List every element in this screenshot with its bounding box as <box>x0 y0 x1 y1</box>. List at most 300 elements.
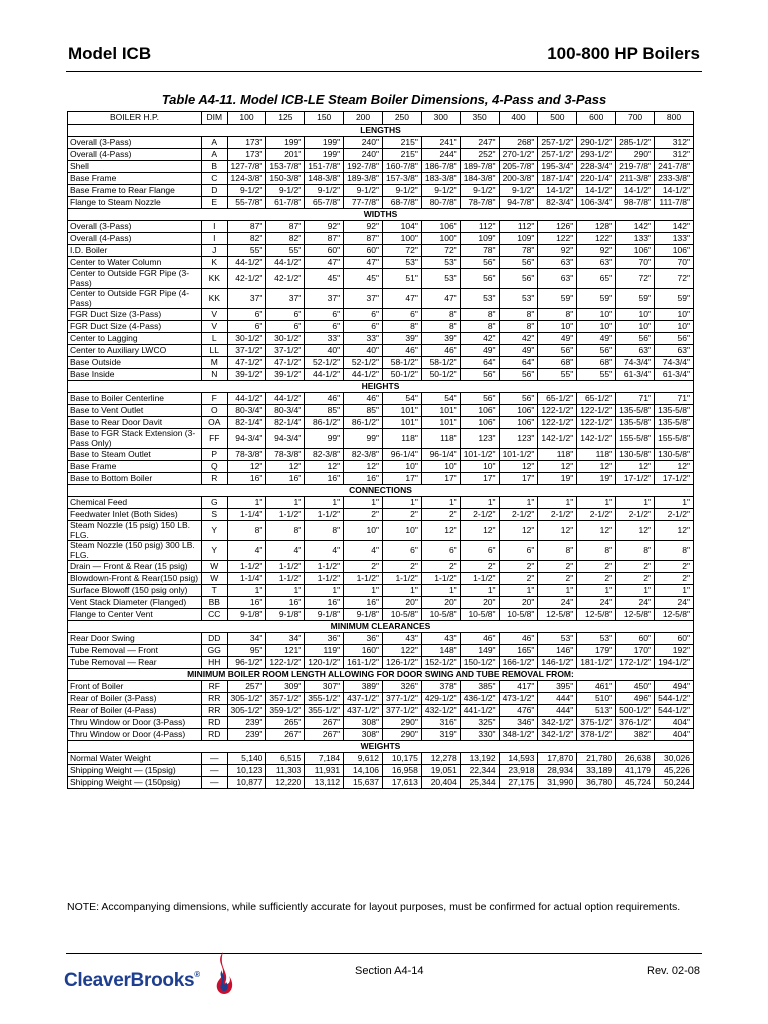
table-cell: 187-1/4" <box>538 173 577 185</box>
table-cell: 316" <box>421 717 460 729</box>
column-header: 150 <box>305 112 344 125</box>
section-header-row <box>68 209 694 221</box>
dim-code: I <box>201 221 227 233</box>
cleaver-brooks-logo: CleaverBrooks® <box>64 970 200 991</box>
table-row <box>68 393 694 405</box>
table-cell: 82-1/4" <box>227 417 266 429</box>
table-row <box>68 185 694 197</box>
row-label: Rear Door Swing <box>68 633 202 645</box>
table-cell: 47" <box>344 257 383 269</box>
revision-label: Rev. 02-08 <box>647 965 700 977</box>
table-cell: 6" <box>305 321 344 333</box>
section-header-row <box>68 125 694 137</box>
table-cell: 173" <box>227 149 266 161</box>
table-cell: 42-1/2" <box>266 269 305 289</box>
row-label: Center to Outside FGR Pipe (3-Pass) <box>68 269 202 289</box>
table-cell: 16" <box>227 473 266 485</box>
table-cell: 34" <box>227 633 266 645</box>
table-cell: 119" <box>305 645 344 657</box>
table-cell: 473-1/2" <box>499 693 538 705</box>
table-cell: 65-1/2" <box>577 393 616 405</box>
table-cell: 12" <box>460 521 499 541</box>
table-cell: 19" <box>577 473 616 485</box>
dim-code: LL <box>201 345 227 357</box>
table-cell: 510" <box>577 693 616 705</box>
row-label: Shipping Weight — (15psig) <box>68 765 202 777</box>
table-cell: 307" <box>305 681 344 693</box>
table-row <box>68 345 694 357</box>
table-cell: 2" <box>616 561 655 573</box>
table-cell: 80-3/4" <box>266 405 305 417</box>
table-cell: 44-1/2" <box>227 257 266 269</box>
dim-code: B <box>201 161 227 173</box>
section-header-row <box>68 621 694 633</box>
table-cell: 78" <box>499 245 538 257</box>
table-cell: 267" <box>305 729 344 741</box>
table-cell: 6" <box>499 541 538 561</box>
table-cell: 8" <box>616 541 655 561</box>
table-cell: 377-1/2" <box>382 693 421 705</box>
dim-code: M <box>201 357 227 369</box>
table-cell: 106" <box>616 245 655 257</box>
table-cell: 122-1/2" <box>577 405 616 417</box>
table-cell: 1" <box>227 497 266 509</box>
table-cell: 12" <box>655 461 694 473</box>
table-cell: 233-3/8" <box>655 173 694 185</box>
table-cell: 12" <box>655 521 694 541</box>
table-cell: 6" <box>266 321 305 333</box>
table-cell: 16" <box>266 597 305 609</box>
table-cell: 265" <box>266 717 305 729</box>
row-label: Normal Water Weight <box>68 753 202 765</box>
table-cell: 20" <box>421 597 460 609</box>
column-header: DIM <box>201 112 227 125</box>
table-cell: 12" <box>616 521 655 541</box>
column-header: 125 <box>266 112 305 125</box>
table-cell: 59" <box>577 289 616 309</box>
table-cell: 12" <box>499 461 538 473</box>
table-cell: 342-1/2" <box>538 717 577 729</box>
row-label: Base to Rear Door Davit <box>68 417 202 429</box>
table-cell: 376-1/2" <box>616 717 655 729</box>
table-cell: 56" <box>460 369 499 381</box>
table-cell: 1" <box>655 585 694 597</box>
table-cell: 106" <box>460 405 499 417</box>
table-cell: 127-7/8" <box>227 161 266 173</box>
section-title: HEIGHTS <box>68 381 694 393</box>
dimensions-table <box>67 111 694 789</box>
table-cell: 325" <box>460 717 499 729</box>
table-row <box>68 161 694 173</box>
table-cell: 239" <box>227 717 266 729</box>
section-header-row <box>68 381 694 393</box>
table-cell: 45" <box>344 269 383 289</box>
dim-code: L <box>201 333 227 345</box>
header-model: Model ICB <box>68 44 152 63</box>
table-cell: 7,184 <box>305 753 344 765</box>
table-row <box>68 473 694 485</box>
table-cell: 128" <box>577 221 616 233</box>
table-cell: 77-7/8" <box>344 197 383 209</box>
header-range: 100-800 HP Boilers <box>547 44 700 63</box>
table-cell: 92" <box>538 245 577 257</box>
table-cell: 49" <box>499 345 538 357</box>
table-cell: 8" <box>382 321 421 333</box>
dim-code: RR <box>201 705 227 717</box>
table-cell: 6" <box>382 309 421 321</box>
table-cell: 14,593 <box>499 753 538 765</box>
table-cell: 16" <box>344 597 383 609</box>
table-cell: 135-5/8" <box>655 405 694 417</box>
table-cell: 24" <box>538 597 577 609</box>
table-cell: 148-3/8" <box>305 173 344 185</box>
table-cell: 199" <box>266 137 305 149</box>
table-cell: 17" <box>421 473 460 485</box>
table-cell: 9,612 <box>344 753 383 765</box>
table-cell: 17" <box>382 473 421 485</box>
table-cell: 17-1/2" <box>616 473 655 485</box>
table-cell: 45" <box>305 269 344 289</box>
column-header: 100 <box>227 112 266 125</box>
table-cell: 12" <box>421 521 460 541</box>
row-label: Base Frame <box>68 173 202 185</box>
table-row <box>68 233 694 245</box>
table-cell: 121" <box>266 645 305 657</box>
table-cell: 72" <box>421 245 460 257</box>
table-cell: 6" <box>421 541 460 561</box>
table-cell: 142-1/2" <box>577 429 616 449</box>
table-cell: 10-5/8" <box>421 609 460 621</box>
table-cell: 444" <box>538 693 577 705</box>
table-cell: 118" <box>538 449 577 461</box>
table-cell: 92" <box>577 245 616 257</box>
table-cell: 389" <box>344 681 383 693</box>
table-cell: 146" <box>538 645 577 657</box>
table-row <box>68 449 694 461</box>
table-note: NOTE: Accompanying dimensions, while sufficiently accurate for layout purposes, must be confirmed for actual option requirements. <box>67 901 681 913</box>
table-cell: 26,638 <box>616 753 655 765</box>
table-cell: 45,724 <box>616 777 655 789</box>
table-cell: 98-7/8" <box>616 197 655 209</box>
dim-code: N <box>201 369 227 381</box>
table-cell: 86-1/2" <box>305 417 344 429</box>
table-cell: 9-1/8" <box>266 609 305 621</box>
table-cell: 6" <box>227 309 266 321</box>
table-cell: 2" <box>382 509 421 521</box>
dim-code: RD <box>201 717 227 729</box>
table-cell: 142" <box>616 221 655 233</box>
table-cell: 106" <box>499 417 538 429</box>
dim-code: CC <box>201 609 227 621</box>
dim-code: V <box>201 321 227 333</box>
table-cell: 49" <box>577 333 616 345</box>
table-cell: 10" <box>421 461 460 473</box>
table-cell: 94-3/4" <box>227 429 266 449</box>
row-label: Base Frame <box>68 461 202 473</box>
table-row <box>68 777 694 789</box>
dim-code: A <box>201 137 227 149</box>
table-cell: 23,918 <box>499 765 538 777</box>
table-cell: 2" <box>460 561 499 573</box>
table-cell: 20" <box>382 597 421 609</box>
table-cell: 109" <box>460 233 499 245</box>
table-cell: 82" <box>227 233 266 245</box>
table-cell: 12" <box>227 461 266 473</box>
table-cell: 54" <box>382 393 421 405</box>
table-cell: 1-1/2" <box>266 573 305 585</box>
table-cell: 357-1/2" <box>266 693 305 705</box>
table-cell: 86-1/2" <box>344 417 383 429</box>
table-cell: 1-1/2" <box>266 509 305 521</box>
column-header-row <box>68 112 694 125</box>
table-cell: 17" <box>499 473 538 485</box>
table-cell: 10" <box>616 321 655 333</box>
table-cell: 24" <box>655 597 694 609</box>
table-cell: 1" <box>616 585 655 597</box>
table-cell: 377-1/2" <box>382 705 421 717</box>
table-cell: 61-3/4" <box>616 369 655 381</box>
table-cell: 1" <box>499 585 538 597</box>
table-cell: 312" <box>655 149 694 161</box>
table-cell: 270-1/2" <box>499 149 538 161</box>
table-cell: 78-3/8" <box>266 449 305 461</box>
table-cell: 87" <box>266 221 305 233</box>
table-row <box>68 257 694 269</box>
column-header: 600 <box>577 112 616 125</box>
table-cell: 10-5/8" <box>499 609 538 621</box>
column-header: 400 <box>499 112 538 125</box>
table-cell: 461" <box>577 681 616 693</box>
table-row <box>68 609 694 621</box>
dim-code: W <box>201 573 227 585</box>
table-cell: 85" <box>305 405 344 417</box>
table-cell: 122" <box>382 645 421 657</box>
table-cell: 1" <box>460 585 499 597</box>
table-cell: 252" <box>460 149 499 161</box>
table-cell: 33" <box>344 333 383 345</box>
table-row <box>68 333 694 345</box>
table-cell: 41,179 <box>616 765 655 777</box>
table-cell: 64" <box>460 357 499 369</box>
dim-code: — <box>201 777 227 789</box>
table-cell: 20,404 <box>421 777 460 789</box>
table-cell: 8" <box>460 321 499 333</box>
table-cell: 44-1/2" <box>227 393 266 405</box>
column-header: 800 <box>655 112 694 125</box>
table-cell: 1-1/2" <box>266 561 305 573</box>
dim-code: T <box>201 585 227 597</box>
table-cell: 290" <box>382 729 421 741</box>
row-label: Chemical Feed <box>68 497 202 509</box>
table-row <box>68 729 694 741</box>
table-cell: 56" <box>655 333 694 345</box>
table-cell: 30-1/2" <box>227 333 266 345</box>
table-cell: 46" <box>305 393 344 405</box>
table-cell: 183-3/8" <box>421 173 460 185</box>
table-cell: 494" <box>655 681 694 693</box>
table-cell: 312" <box>655 137 694 149</box>
table-cell: 2" <box>538 561 577 573</box>
table-cell: 42" <box>499 333 538 345</box>
table-cell: 16" <box>227 597 266 609</box>
table-cell: 56" <box>499 269 538 289</box>
table-cell: 432-1/2" <box>421 705 460 717</box>
table-cell: 46" <box>460 633 499 645</box>
table-cell: 94-3/4" <box>266 429 305 449</box>
section-title: CONNECTIONS <box>68 485 694 497</box>
flame-icon <box>210 950 236 996</box>
table-cell: 513" <box>577 705 616 717</box>
row-label: Center to Water Column <box>68 257 202 269</box>
table-cell: 34" <box>266 633 305 645</box>
table-cell: 24" <box>577 597 616 609</box>
table-cell: 9-1/2" <box>266 185 305 197</box>
table-cell: 123" <box>460 429 499 449</box>
table-cell: 17" <box>460 473 499 485</box>
table-cell: 4" <box>305 541 344 561</box>
table-title: Table A4-11. Model ICB-LE Steam Boiler Dimensions, 4-Pass and 3-Pass <box>161 92 607 107</box>
table-cell: 40" <box>344 345 383 357</box>
table-cell: 71" <box>655 393 694 405</box>
table-row <box>68 597 694 609</box>
table-row <box>68 541 694 561</box>
table-cell: 2" <box>577 573 616 585</box>
table-cell: 96-1/2" <box>227 657 266 669</box>
table-cell: 50,244 <box>655 777 694 789</box>
table-cell: 55" <box>577 369 616 381</box>
table-cell: 60" <box>616 633 655 645</box>
table-cell: 9-1/8" <box>227 609 266 621</box>
table-cell: 56" <box>616 333 655 345</box>
table-cell: 155-5/8" <box>655 429 694 449</box>
table-cell: 240" <box>344 137 383 149</box>
row-label: Feedwater Inlet (Both Sides) <box>68 509 202 521</box>
table-cell: 215" <box>382 149 421 161</box>
dim-code: V <box>201 309 227 321</box>
table-cell: 50-1/2" <box>421 369 460 381</box>
dim-code: F <box>201 393 227 405</box>
table-row <box>68 173 694 185</box>
table-cell: 46" <box>382 345 421 357</box>
table-cell: 101" <box>421 405 460 417</box>
table-cell: 2" <box>655 573 694 585</box>
table-cell: 1-1/2" <box>382 573 421 585</box>
dim-code: K <box>201 257 227 269</box>
table-cell: 8" <box>266 521 305 541</box>
table-cell: 6" <box>305 309 344 321</box>
table-cell: 17-1/2" <box>655 473 694 485</box>
table-cell: 5,140 <box>227 753 266 765</box>
table-cell: 12-5/8" <box>577 609 616 621</box>
table-cell: 46" <box>344 393 383 405</box>
row-label: Flange to Center Vent <box>68 609 202 621</box>
table-cell: 8" <box>499 309 538 321</box>
table-cell: 24" <box>616 597 655 609</box>
table-cell: 6" <box>460 541 499 561</box>
table-row <box>68 657 694 669</box>
table-cell: 1-1/2" <box>305 561 344 573</box>
table-cell: 1" <box>421 585 460 597</box>
table-cell: 417" <box>499 681 538 693</box>
table-cell: 239" <box>227 729 266 741</box>
table-cell: 101-1/2" <box>460 449 499 461</box>
table-cell: 293-1/2" <box>577 149 616 161</box>
table-cell: 20" <box>499 597 538 609</box>
section-title: MINIMUM BOILER ROOM LENGTH ALLOWING FOR DOOR SWING AND TUBE REMOVAL FROM: <box>68 669 694 681</box>
table-cell: 72" <box>382 245 421 257</box>
table-cell: 47" <box>382 289 421 309</box>
table-cell: 10-5/8" <box>382 609 421 621</box>
dim-code: Y <box>201 541 227 561</box>
row-label: Center to Auxiliary LWCO <box>68 345 202 357</box>
table-cell: 122-1/2" <box>538 417 577 429</box>
table-cell: 8" <box>538 541 577 561</box>
table-cell: 37" <box>344 289 383 309</box>
table-cell: 8" <box>538 309 577 321</box>
dim-code: RD <box>201 729 227 741</box>
table-row <box>68 149 694 161</box>
row-label: Thru Window or Door (4-Pass) <box>68 729 202 741</box>
table-cell: 9-1/2" <box>344 185 383 197</box>
table-cell: 205-7/8" <box>499 161 538 173</box>
table-cell: 65-1/2" <box>538 393 577 405</box>
table-row <box>68 321 694 333</box>
table-cell: 1" <box>305 585 344 597</box>
section-header-row <box>68 485 694 497</box>
table-cell: 64" <box>499 357 538 369</box>
table-cell: 82-3/4" <box>538 197 577 209</box>
table-cell: 1" <box>344 497 383 509</box>
table-cell: 87" <box>227 221 266 233</box>
table-cell: 9-1/2" <box>460 185 499 197</box>
table-cell: 150-1/2" <box>460 657 499 669</box>
table-cell: 59" <box>616 289 655 309</box>
header-rule <box>66 71 702 72</box>
table-cell: 16,958 <box>382 765 421 777</box>
table-cell: 122" <box>577 233 616 245</box>
table-cell: 500-1/2" <box>616 705 655 717</box>
row-label: Overall (4-Pass) <box>68 233 202 245</box>
table-cell: 8" <box>499 321 538 333</box>
table-cell: 1" <box>421 497 460 509</box>
table-cell: 63" <box>538 257 577 269</box>
table-cell: 43" <box>382 633 421 645</box>
table-cell: 450" <box>616 681 655 693</box>
table-cell: 228-3/4" <box>577 161 616 173</box>
table-cell: 12-5/8" <box>616 609 655 621</box>
table-cell: 305-1/2" <box>227 705 266 717</box>
table-cell: 240" <box>344 149 383 161</box>
table-cell: 184-3/8" <box>460 173 499 185</box>
table-cell: 142-1/2" <box>538 429 577 449</box>
table-cell: 2" <box>655 561 694 573</box>
table-cell: 100" <box>382 233 421 245</box>
table-cell: 355-1/2" <box>305 693 344 705</box>
table-cell: 2-1/2" <box>538 509 577 521</box>
table-cell: 50-1/2" <box>382 369 421 381</box>
table-cell: 348-1/2" <box>499 729 538 741</box>
table-cell: 126" <box>538 221 577 233</box>
table-cell: 106" <box>499 405 538 417</box>
table-cell: 1-1/2" <box>227 561 266 573</box>
table-cell: 148" <box>421 645 460 657</box>
column-header: 300 <box>421 112 460 125</box>
table-cell: 375-1/2" <box>577 717 616 729</box>
table-cell: 54" <box>421 393 460 405</box>
table-cell: 70" <box>616 257 655 269</box>
dim-code: G <box>201 497 227 509</box>
table-cell: 215" <box>382 137 421 149</box>
